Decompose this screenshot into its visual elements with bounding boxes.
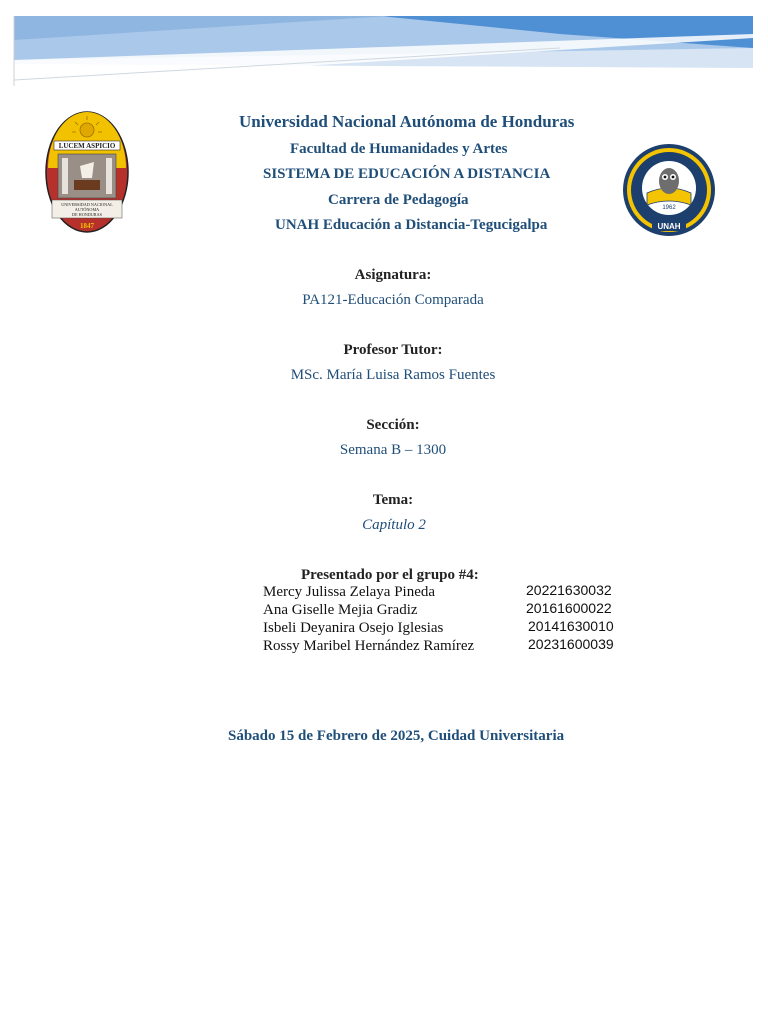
faculty-name: Facultad de Humanidades y Artes (290, 141, 508, 157)
pedagogy-career-seal-logo (619, 143, 719, 237)
subject-value: PA121-Educación Comparada (302, 292, 484, 308)
svg-text:AUTÓNOMA: AUTÓNOMA (74, 207, 100, 212)
section-label: Sección: (366, 417, 420, 433)
member-id: 20161600022 (526, 600, 612, 616)
university-name: Universidad Nacional Autónoma de Honduras (239, 112, 575, 131)
topic-label: Tema: (372, 492, 414, 508)
logo-year: 1847 (80, 222, 94, 230)
svg-text:UNIVERSIDAD NACIONAL: UNIVERSIDAD NACIONAL (61, 202, 113, 207)
campus-name: UNAH Educación a Distancia-Tegucigalpa (275, 217, 548, 233)
section-value: Semana B – 1300 (339, 442, 447, 458)
svg-text:DE HONDURAS: DE HONDURAS (72, 212, 102, 217)
unah-coat-of-arms-logo (44, 110, 130, 234)
tutor-label: Profesor Tutor: (343, 342, 443, 358)
member-id: 20231600039 (528, 636, 614, 652)
logo-motto: LUCEM ASPICIO (58, 142, 116, 150)
career-name: Carrera de Pedagogía (328, 192, 469, 208)
topic-value: Capítulo 2 (362, 517, 426, 533)
header-banner (0, 0, 768, 90)
member-name: Isbeli Deyanira Osejo Iglesias (263, 620, 444, 636)
member-id: 20141630010 (528, 618, 614, 634)
member-name: Rossy Maribel Hernández Ramírez (263, 638, 475, 654)
seal-year: 1962 (662, 205, 676, 211)
group-label: Presentado por el grupo #4: (301, 567, 479, 583)
member-name: Ana Giselle Mejia Gradiz (263, 602, 418, 618)
system-name: SISTEMA DE EDUCACIÓN A DISTANCIA (263, 166, 551, 182)
tutor-value: MSc. María Luisa Ramos Fuentes (290, 367, 496, 383)
member-name: Mercy Julissa Zelaya Pineda (263, 584, 436, 600)
member-row (263, 638, 623, 656)
date-place: Sábado 15 de Febrero de 2025, Cuidad Universitaria (228, 728, 565, 744)
member-id: 20221630032 (526, 582, 612, 598)
group-members-list (263, 584, 623, 656)
seal-acronym: UNAH (657, 222, 681, 231)
subject-label: Asignatura: (354, 267, 432, 283)
